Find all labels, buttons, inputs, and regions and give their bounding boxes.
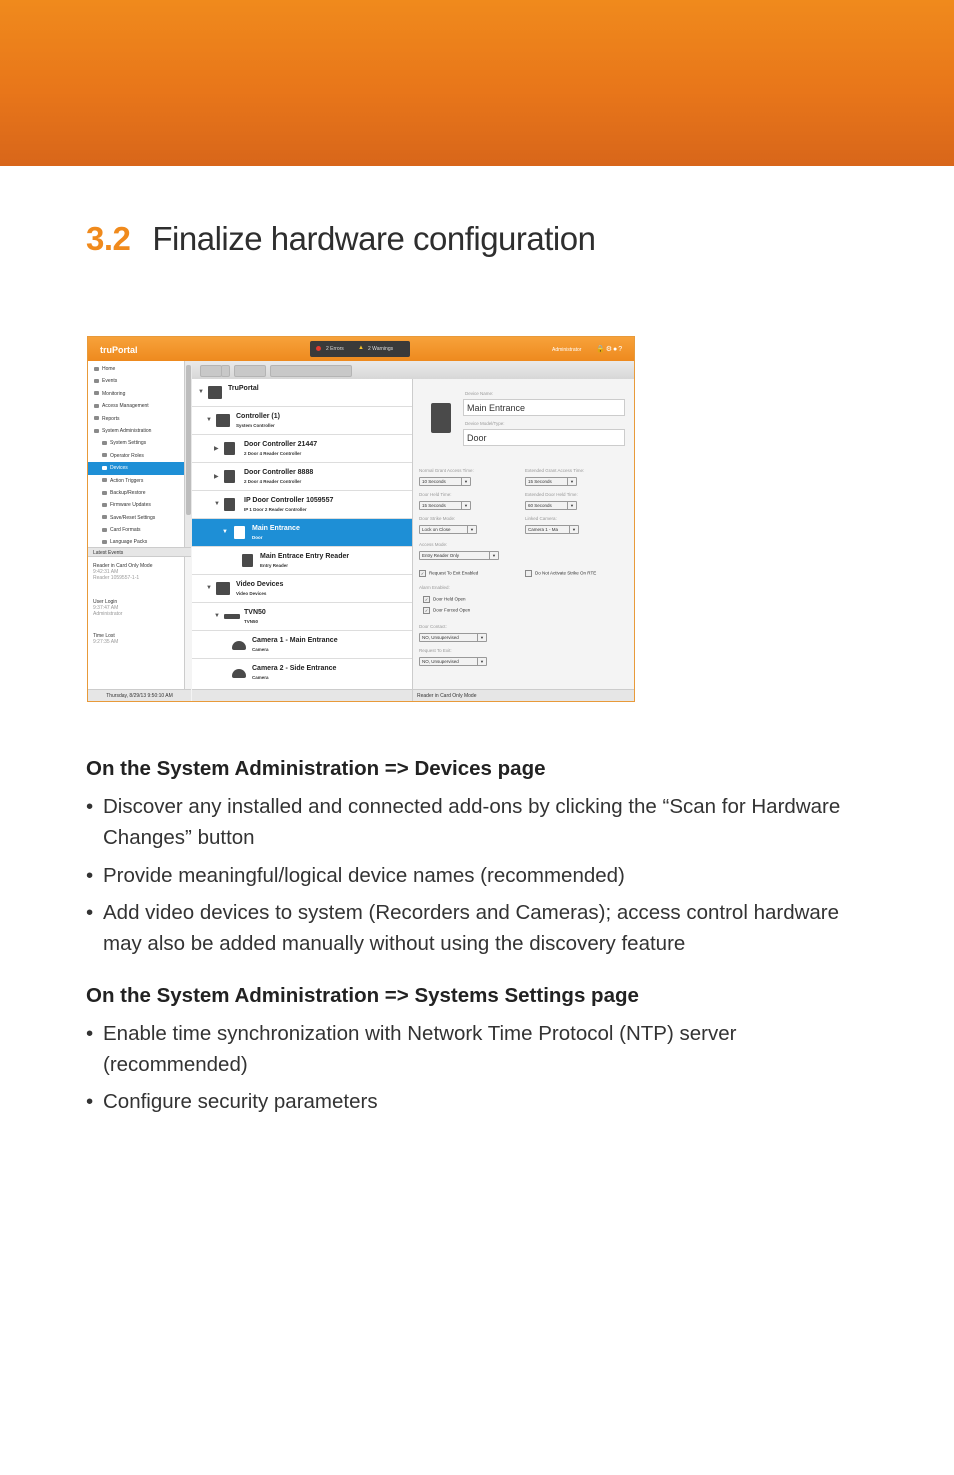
device-icon <box>102 466 107 470</box>
sidebar-scrollbar[interactable] <box>184 361 192 547</box>
nav-events[interactable]: Events <box>88 375 184 387</box>
tree-row[interactable]: Camera 2 - Side Entrance Camera <box>192 659 412 687</box>
event-item[interactable]: Reader in Card Only Mode 9:42:31 AM Reader 1059557-1-1 <box>93 563 153 581</box>
tree-row[interactable]: ▼ Video Devices Video Devices <box>192 575 412 603</box>
section-number: 3.2 <box>86 220 131 257</box>
tree-row-selected[interactable]: ▼ Main Entrance Door <box>192 519 412 547</box>
tree-row[interactable]: Main Entrace Entry Reader Entry Reader <box>192 547 412 575</box>
errors-count[interactable]: 2 Errors <box>326 346 344 352</box>
current-user[interactable]: Administrator <box>552 347 582 353</box>
toolbar-dropdown-button[interactable] <box>221 365 230 377</box>
door-controller-icon <box>224 470 235 483</box>
alerts-panel[interactable] <box>310 341 410 357</box>
truportal-screenshot <box>87 336 635 702</box>
user-icon <box>102 453 107 457</box>
section-heading-devices: On the System Administration => Devices page <box>86 757 546 780</box>
nav-save-reset-settings[interactable]: Save/Reset Settings <box>88 512 184 524</box>
rte-enabled-checkbox[interactable]: ✓ Request To Exit Enabled <box>420 570 479 576</box>
nav-language-packs[interactable]: Language Packs <box>88 536 184 548</box>
check-icon: ✓ <box>424 597 429 602</box>
door-held-select[interactable]: 15 Seconds ▼ <box>419 501 471 510</box>
linked-camera-select[interactable]: Camera 1 - Ma ▼ <box>525 525 579 534</box>
reader-icon <box>242 554 253 567</box>
sidebar <box>88 361 185 701</box>
no-strike-rte-checkbox[interactable]: Do Not Activate Strike On RTE <box>525 570 596 577</box>
rte-select[interactable]: NO, Unsupervised ▼ <box>419 657 487 666</box>
latest-events-header: Latest Events <box>88 547 191 557</box>
toolbar-icons[interactable]: 🔒⚙●? <box>596 346 624 353</box>
monitor-icon <box>94 391 99 395</box>
trigger-icon <box>102 478 107 482</box>
recorder-icon <box>224 614 240 619</box>
tree-row[interactable]: ▼ TruPortal <box>192 379 412 407</box>
header-banner <box>0 0 954 166</box>
devices-toolbar <box>192 361 634 380</box>
list-item: • Configure security parameters <box>86 1086 876 1117</box>
chevron-down-icon: ▼ <box>489 552 498 559</box>
bullet-icon: • <box>86 864 94 887</box>
firmware-icon <box>102 503 107 507</box>
door-controller-icon <box>224 442 235 455</box>
list-item: • Discover any installed and connected add-ons by clicking the “Scan for Hardware Changes” button <box>86 791 876 853</box>
nav-operator-roles[interactable]: Operator Roles <box>88 450 184 462</box>
check-icon: ✓ <box>420 571 425 576</box>
extended-grant-select[interactable]: 15 Seconds ▼ <box>525 477 577 486</box>
nav-access-management[interactable]: Access Management <box>88 400 184 412</box>
error-icon <box>316 346 321 353</box>
bullet-icon: • <box>86 901 94 924</box>
warning-icon: ▲ <box>358 345 364 351</box>
controller-icon <box>216 414 230 427</box>
list-item: • Provide meaningful/logical device names (recommended) <box>86 860 876 891</box>
tree-row[interactable]: ▶ Door Controller 8888 2 Door 4 Reader Controller <box>192 463 412 491</box>
nav-backup-restore[interactable]: Backup/Restore <box>88 487 184 499</box>
nav-reports[interactable]: Reports <box>88 413 184 425</box>
device-name-input[interactable]: Main Entrance <box>463 399 625 416</box>
system-icon <box>208 386 222 399</box>
extended-held-select[interactable]: 60 Seconds ▼ <box>525 501 577 510</box>
truportal-logo: truPortal <box>100 345 138 355</box>
chevron-down-icon: ▼ <box>477 658 486 665</box>
device-tree <box>192 379 413 689</box>
camera-icon <box>232 641 246 650</box>
language-icon <box>102 540 107 544</box>
nav-card-formats[interactable]: Card Formats <box>88 524 184 536</box>
event-item[interactable]: Time Lost 9:27:35 AM <box>93 633 119 645</box>
bullet-icon: • <box>86 795 94 818</box>
device-details-panel: Device Name: Main Entrance Device Model/Type: Door Normal Grant Access Time: 10 Seconds ▼ Extended Grant Access Time: 15 Seconds ▼ Door Held Time: 15 Seconds ▼ Extended Door Held Time: 60 Seconds ▼ Door Strike Mode: Lock on Close ▼ Linked Camera: Camera 1 - Ma ▼ Access Mode: Entry Reader Only ▼ ✓ Request To Exit Enabled Do Not Activate Strike On RTE Alarm Enabled: ✓ Door Held Open ✓ Door Forced Open Door Contact: NO, Unsupervised ▼ Request To Exit: NO, Unsupervised ▼ <box>413 379 634 689</box>
toolbar-button[interactable] <box>234 365 266 377</box>
app-topbar <box>88 337 634 361</box>
nav-monitoring[interactable]: Monitoring <box>88 388 184 400</box>
admin-icon <box>94 429 99 433</box>
warnings-count[interactable]: 2 Warnings <box>368 346 394 352</box>
card-icon <box>102 528 107 532</box>
device-model-field: Door <box>463 429 625 446</box>
chevron-down-icon: ▼ <box>461 502 470 509</box>
strike-mode-select[interactable]: Lock on Close ▼ <box>419 525 477 534</box>
access-mode-select[interactable]: Entry Reader Only ▼ <box>419 551 499 560</box>
tree-footer <box>192 689 413 701</box>
nav-system-administration[interactable]: System Administration <box>88 425 184 437</box>
status-bar: Reader in Card Only Mode <box>413 689 634 701</box>
bullet-icon: • <box>86 1090 94 1113</box>
nav-action-triggers[interactable]: Action Triggers <box>88 475 184 487</box>
nav-system-settings[interactable]: System Settings <box>88 437 184 449</box>
report-icon <box>94 416 99 420</box>
tree-row[interactable]: ▼ IP Door Controller 1059557 IP 1 Door 2 Reader Controller <box>192 491 412 519</box>
event-item[interactable]: User Login 9:37:47 AM Administrator <box>93 599 123 617</box>
datetime-display: Thursday, 8/29/13 9:50:10 AM <box>88 689 191 702</box>
door-contact-select[interactable]: NO, Unsupervised ▼ <box>419 633 487 642</box>
section-heading-system-settings: On the System Administration => Systems Settings page <box>86 984 639 1007</box>
bullet-icon: • <box>86 1022 94 1045</box>
nav-list <box>88 363 184 549</box>
section-title: Finalize hardware configuration <box>152 220 596 257</box>
chevron-down-icon: ▼ <box>569 526 578 533</box>
toolbar-button[interactable] <box>200 365 222 377</box>
video-devices-icon <box>216 582 230 595</box>
door-large-icon <box>431 403 451 433</box>
tree-row[interactable]: Camera 1 - Main Entrance Camera <box>192 631 412 659</box>
chevron-down-icon: ▼ <box>567 502 576 509</box>
home-icon <box>94 367 99 371</box>
check-icon: ✓ <box>424 608 429 613</box>
chevron-down-icon: ▼ <box>477 634 486 641</box>
save-icon <box>102 515 107 519</box>
tree-row[interactable]: ▼ Controller (1) System Controller <box>192 407 412 435</box>
tree-row[interactable]: ▼ TVN50 TVN50 <box>192 603 412 631</box>
gear-icon <box>102 441 107 445</box>
nav-firmware-updates[interactable]: Firmware Updates <box>88 499 184 511</box>
scan-hardware-button[interactable] <box>270 365 352 377</box>
camera-icon <box>232 669 246 678</box>
backup-icon <box>102 491 107 495</box>
chevron-down-icon: ▼ <box>567 478 576 485</box>
normal-grant-select[interactable]: 10 Seconds ▼ <box>419 477 471 486</box>
door-forced-open-checkbox[interactable]: ✓ Door Forced Open <box>424 607 471 613</box>
tree-row[interactable]: ▶ Door Controller 21447 2 Door 4 Reader Controller <box>192 435 412 463</box>
ip-controller-icon <box>224 498 235 511</box>
list-item: • Add video devices to system (Recorders and Cameras); access control hardware may also be added manually without using the discovery feature <box>86 897 876 959</box>
list-item: • Enable time synchronization with Network Time Protocol (NTP) server (recommended) <box>86 1018 766 1080</box>
scroll-thumb[interactable] <box>186 365 191 515</box>
door-held-open-checkbox[interactable]: ✓ Door Held Open <box>424 596 466 602</box>
events-icon <box>94 379 99 383</box>
page-title <box>86 220 595 258</box>
chevron-down-icon: ▼ <box>467 526 476 533</box>
nav-home[interactable]: Home <box>88 363 184 375</box>
key-icon <box>94 404 99 408</box>
door-icon <box>234 526 245 539</box>
chevron-down-icon: ▼ <box>461 478 470 485</box>
nav-devices[interactable]: Devices <box>88 462 184 474</box>
